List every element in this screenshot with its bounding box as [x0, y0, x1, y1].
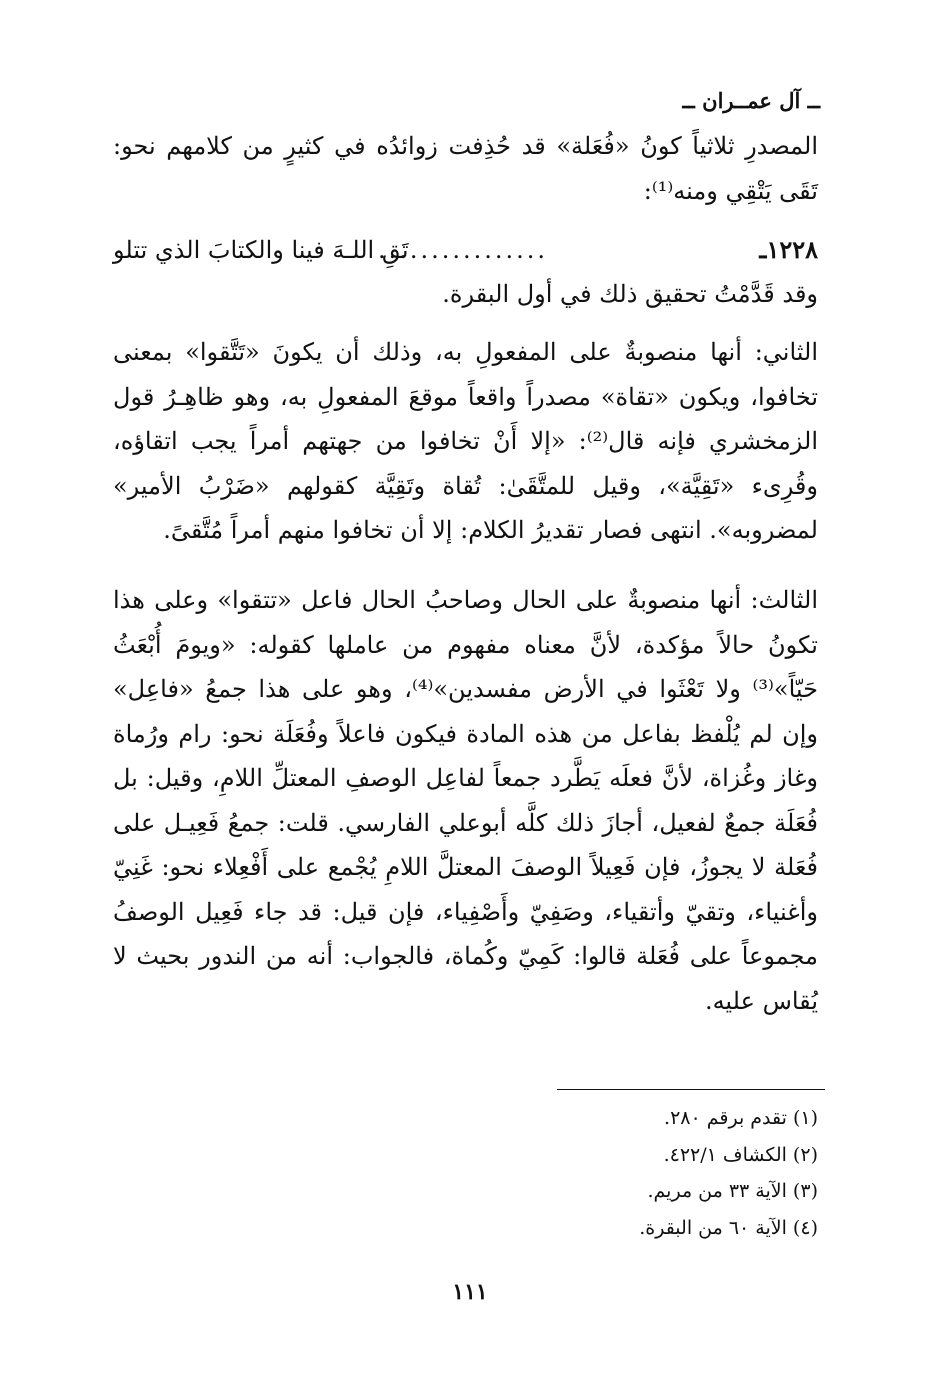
footnote-4: (٤) الآية ٦٠ من البقرة.	[639, 1216, 818, 1239]
footnote-separator	[557, 1089, 825, 1090]
paragraph-2: الثاني: أنها منصوبةٌ على المفعولِ به، وذلك أن يكونَ «تَتَّقوا» بمعنى تخافوا، ويكون «تقاة» مصدراً واقعاً موقعَ المفعولِ به، وهو ظاهِـرُ قول الزمخشري فإنه قال⁽²⁾: «إلا أَنْ تخافوا من جهتهم أمراً يجب اتقاؤه، وقُرِىء «تَقِيَّة»، وقيل للمتَّقَىٰ: تُقاة وتَقِيَّة كقولهم «ضَرْبُ الأمير» لمضروبه». انتهى فصار تقديرُ الكلام: إلا أن تخافوا منهم أمراً مُتَّقىً.	[113, 338, 818, 544]
verse-text: تَقِ اللـهَ فينا والكتابَ الذي تتلو	[113, 236, 409, 264]
paragraph-1: المصدرِ ثلاثياً كونُ «فُعَلة» قد حُذِفت زوائدُه في كثيرٍ من كلامهم نحو: تَقَى يَتْقِي ومنه⁽¹⁾:	[113, 132, 818, 205]
footnote-2: (٢) الكشاف ٤٢٢/١.	[663, 1143, 818, 1166]
footnotes	[318, 1100, 818, 1246]
verse-ellipsis: ................	[377, 236, 548, 264]
footnote-3: (٣) الآية ٣٣ من مريم.	[647, 1180, 818, 1202]
footnote-1: (١) تقدم برقم ٢٨٠.	[664, 1107, 818, 1129]
page-number: ١١١	[452, 1279, 488, 1305]
running-header: ــ آل عمــران ــ	[682, 88, 820, 113]
paragraph-3: الثالث: أنها منصوبةٌ على الحال وصاحبُ الحال فاعل «تتقوا» وعلى هذا تكونُ حالاً مؤكدة، لأنَّ معناه مفهوم من عاملها كقوله: «ويومَ أُبْعَثُ حَيّاً»⁽³⁾ ولا تَعْثَوا في الأرض مفسدين»⁽⁴⁾، وهو على هذا جمعُ «فاعِل» وإن لم يُلْفظ بفاعل من هذه المادة فيكون فاعلاً وفُعَلَة نحو: رام ورُماة وغاز وغُزاة، لأنَّ فعلَه يَطَّرد جمعاً لفاعِل الوصفِ المعتلِّ اللامِ، وقيل: بل فُعَلَة جمعٌ لفعيل، أجازَ ذلك كلَّه أبوعلي الفارسي. قلت: جمعُ فَعِيـل على فُعَلة لا يجوزُ، فإن فَعِيلاً الوصفَ المعتلَّ اللامِ يُجْمع على أَفْعِلاء نحو: غَنِيّ وأغنياء، وتقيّ وأتقياء، وصَفِيّ وأَصْفِياء، فإن قيل: قد جاء فَعِيل الوصفُ مجموعاً على فُعَلة قالوا: كَمِيّ وكُماة، فالجواب: أنه من الندور بحيث لا يُقاس عليه.	[113, 586, 819, 1015]
verse-number: ١٢٢٨ـ	[759, 235, 818, 264]
paragraph-1-continuation: وقد قَدَّمْتُ تحقيق ذلك في أول البقرة.	[442, 280, 818, 308]
